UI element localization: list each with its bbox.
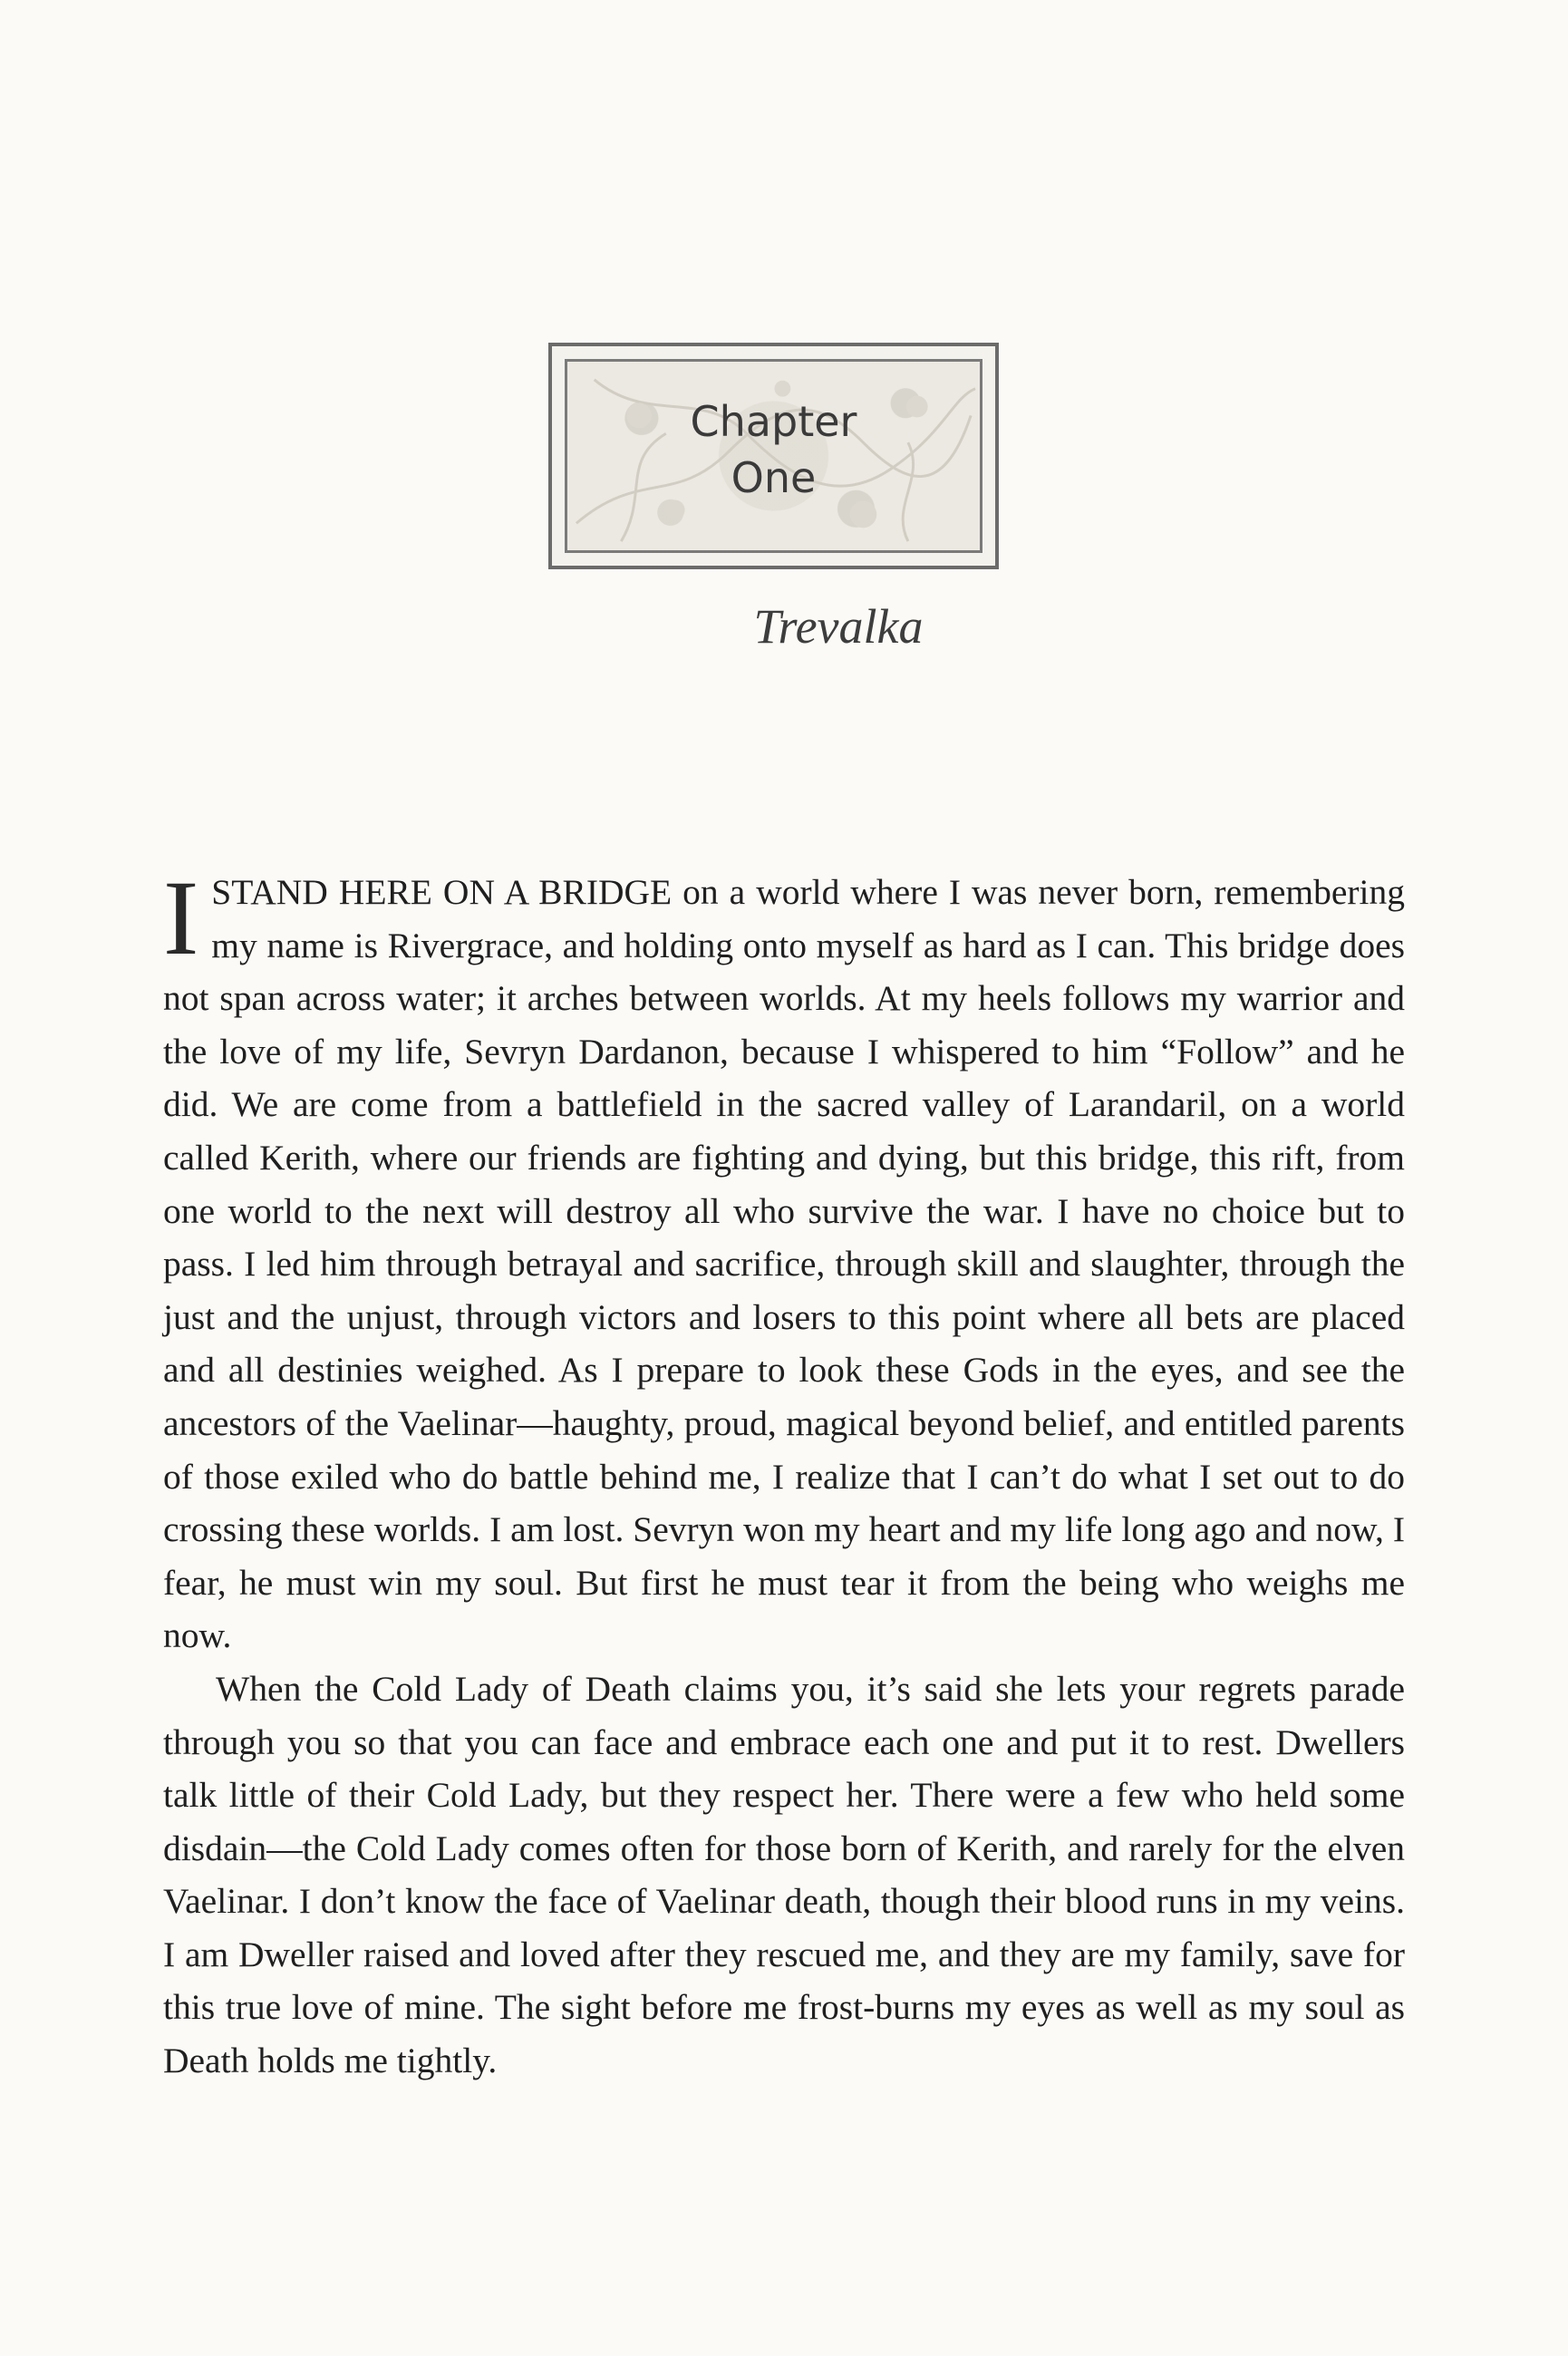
body-text: [163, 858, 1405, 2088]
paragraph-2: When the Cold Lady of Death claims you, it’s said she lets your regrets parade through you so that you can face and embrace each one and put it to rest. Dwellers talk little of their Cold Lady, but they respect her. There were a few who held some disdain—the Cold Lady comes often for those born of Kerith, and rarely for the elven Vaelinar. I don’t know the face of Vaelinar death, though their blood runs in my veins. I am Dweller raised and loved after they rescued me, and they are my family, save for this true love of mine. The sight before me frost-burns my eyes as well as my soul as Death holds me tightly.: [163, 1668, 1405, 2081]
chapter-title: [552, 393, 995, 506]
chapter-title-line2: One: [731, 453, 817, 502]
chapter-heading-box: [548, 343, 999, 569]
paragraph-1: ISTAND HERE ON A BRIDGE on a world where I was never born, remembering my name is Rivergrace, and holding onto myself as hard as I can. This bridge does not span across water; it arches between worlds. At my heels follows my warrior and the love of my life, Sevryn Dardanon, because I whispered to him “Follow” and he did. We are come from a battlefield in the sacred valley of Larandaril, on a world called Kerith, where our friends are fighting and dying, but this bridge, this rift, from one world to the next will destroy all who survive the war. I have no choice but to pass. I led him through betrayal and sacrifice, through skill and slaughter, through the just and the unjust, through victors and losers to this point where all bets are placed and all destinies weighed. As I prepare to look these Gods in the eyes, and see the ancestors of the Vaelinar—haughty, proud, magical beyond belief, and entitled parents of those exiled who do battle behind me, I realize that I can’t do what I set out to do crossing these worlds. I am lost. Sevryn won my heart and my life long ago and now, I fear, he must win my soul. But first he must tear it from the being who weighs me now.: [163, 858, 1405, 1656]
chapter-subtitle: Trevalka: [753, 599, 924, 654]
chapter-title-line1: Chapter: [690, 397, 857, 446]
